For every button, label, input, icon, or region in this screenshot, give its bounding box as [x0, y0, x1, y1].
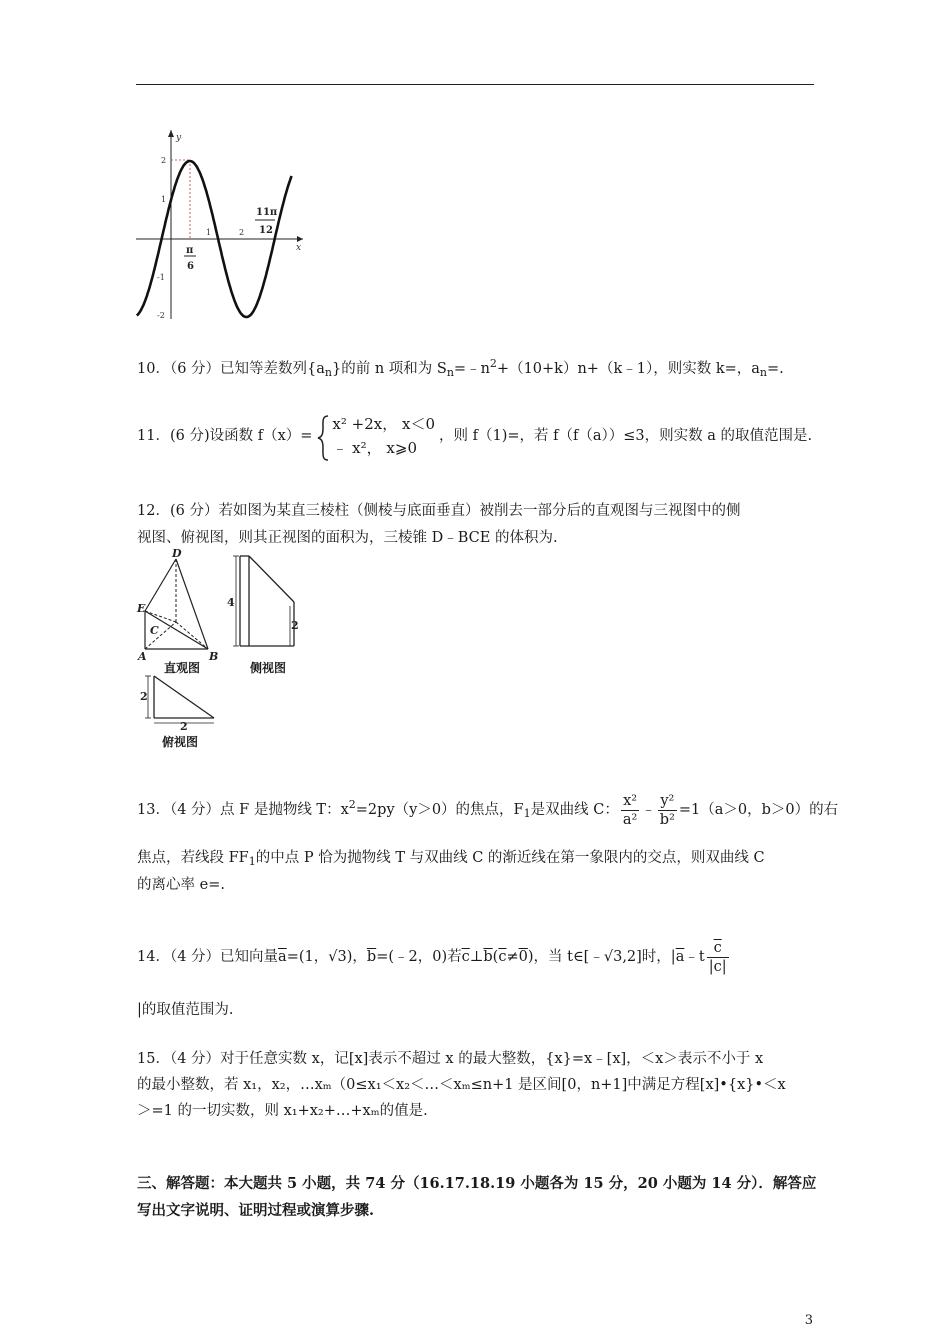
- label-E: E: [137, 602, 146, 615]
- label-D: D: [172, 547, 182, 560]
- y-tick-neg1: -1: [157, 273, 165, 282]
- top-view-figure: [136, 672, 226, 736]
- sine-graph: [128, 124, 308, 324]
- pi6-num: π: [186, 245, 194, 256]
- caption-direct-view: 直观图: [164, 661, 201, 675]
- question-15-line1: 15．（4 分）对于任意实数 x，记[x]表示不超过 x 的最大整数，{x}=x﹣[x]，＜x＞表示不小于 x: [137, 1051, 764, 1067]
- label-A: A: [138, 650, 147, 663]
- question-14-line2: |的取值范围为.: [137, 1002, 234, 1018]
- caption-side-view: 侧视图: [250, 661, 287, 675]
- pi6-den: 6: [187, 261, 194, 272]
- y-axis-label: y: [176, 133, 182, 143]
- question-15-line2: 的最小整数，若 x₁，x₂，…xₘ（0≤x₁＜x₂＜…＜xₘ≤n+1 是区间[0，n+1]中满足方程[x]•{x}•＜x: [137, 1077, 786, 1093]
- question-13-line2: 焦点，若线段 $FF_1$的中点 P 恰为抛物线 T 与双曲线 C 的渐近线在第一象限内的交点，则双曲线 C: [137, 850, 765, 868]
- question-13-line3: 的离心率 e=.: [137, 877, 225, 893]
- header-rule: [136, 84, 814, 85]
- y-tick-2: 2: [161, 156, 167, 165]
- question-14-line1: 14．（4 分）已知向量$\overline{a}=(1$，√3)，$\overline{b}=(﹣2$，0)若$\overline{c}\perp\overline{b}(\overline{c}\ne 0)$，当 t∈[﹣√3,2]时，$|\overline{a}﹣t$ $\frac{\overline{c}}{|c|}$: [137, 939, 727, 975]
- page-number: 3: [804, 1313, 813, 1328]
- y-tick-1: 1: [161, 195, 167, 204]
- label-C: C: [150, 624, 159, 637]
- side-dim-2: 2: [291, 619, 299, 632]
- 11pi-num: 11π: [256, 207, 278, 218]
- question-12-line1: 12．(6 分）若如图为某直三棱柱（侧棱与底面垂直）被削去一部分后的直观图与三视图中的侧: [137, 503, 741, 519]
- vector-c: $\overline{c}$: [461, 949, 470, 965]
- 11pi-den: 12: [259, 225, 273, 236]
- section-3-heading-line2: 写出文字说明、证明过程或演算步骤.: [137, 1202, 375, 1219]
- vector-b: $\overline{b}$: [366, 949, 377, 965]
- fraction-x2-a2: $\frac{\text{x²}}{\text{a²}}$: [622, 792, 638, 828]
- question-10: 10．（6 分）已知等差数列$\{a_n\}$的前 n 项和为 $S_n=﹣n^2+(10+k)n+(k﹣1)$，则实数 k=，$a_n=$.: [137, 357, 784, 379]
- caption-top-view: 俯视图: [162, 735, 199, 749]
- question-15-line3: ＞=1 的一切实数，则 x₁+x₂+…+xₘ的值是.: [137, 1103, 428, 1119]
- label-B: B: [209, 650, 219, 663]
- side-view-figure: [222, 550, 304, 650]
- section-3-heading-line1: 三、解答题：本大题共 5 小题，共 74 分（16.17.18.19 小题各为 15 分，20 小题为 14 分）．解答应: [137, 1175, 817, 1192]
- fraction-y2-b2: $\frac{\text{y²}}{\text{b²}}$: [659, 792, 675, 828]
- top-dim-h: 2: [180, 720, 188, 733]
- y-tick-neg2: -2: [157, 311, 165, 320]
- x-tick-2: 2: [239, 228, 245, 237]
- question-13-line1: 13．（4 分）点 F 是抛物线 T：$x^2=2py(y>0)$的焦点，$F_1$是双曲线 C： $\frac{\text{x²}}{\text{a²}}$ ﹣ $\frac{\text{y²}}{\text{b²}}$ =1（a＞0，b＞0）的右: [137, 792, 839, 828]
- top-dim-v: 2: [140, 690, 148, 703]
- fraction-c-over-norm-c: $\frac{\overline{c}}{|c|}$: [708, 939, 727, 975]
- side-dim-4: 4: [227, 596, 235, 609]
- x-axis-label: x: [296, 243, 302, 253]
- x-tick-1: 1: [206, 228, 212, 237]
- question-11: 11．(6 分)设函数 f（x）= x² +2x， x＜0 ﹣ x²， x⩾0 ，则 f（1)=，若 f（f（a））≤3，则实数 a 的取值范围是.: [137, 410, 812, 462]
- question-12-line2: 视图、俯视图，则其正视图的面积为，三棱锥 D﹣BCE 的体积为.: [137, 530, 558, 546]
- vector-a: $\overline{a}$: [278, 949, 287, 965]
- piecewise-function: x² +2x， x＜0 ﹣ x²， x⩾0: [316, 412, 435, 460]
